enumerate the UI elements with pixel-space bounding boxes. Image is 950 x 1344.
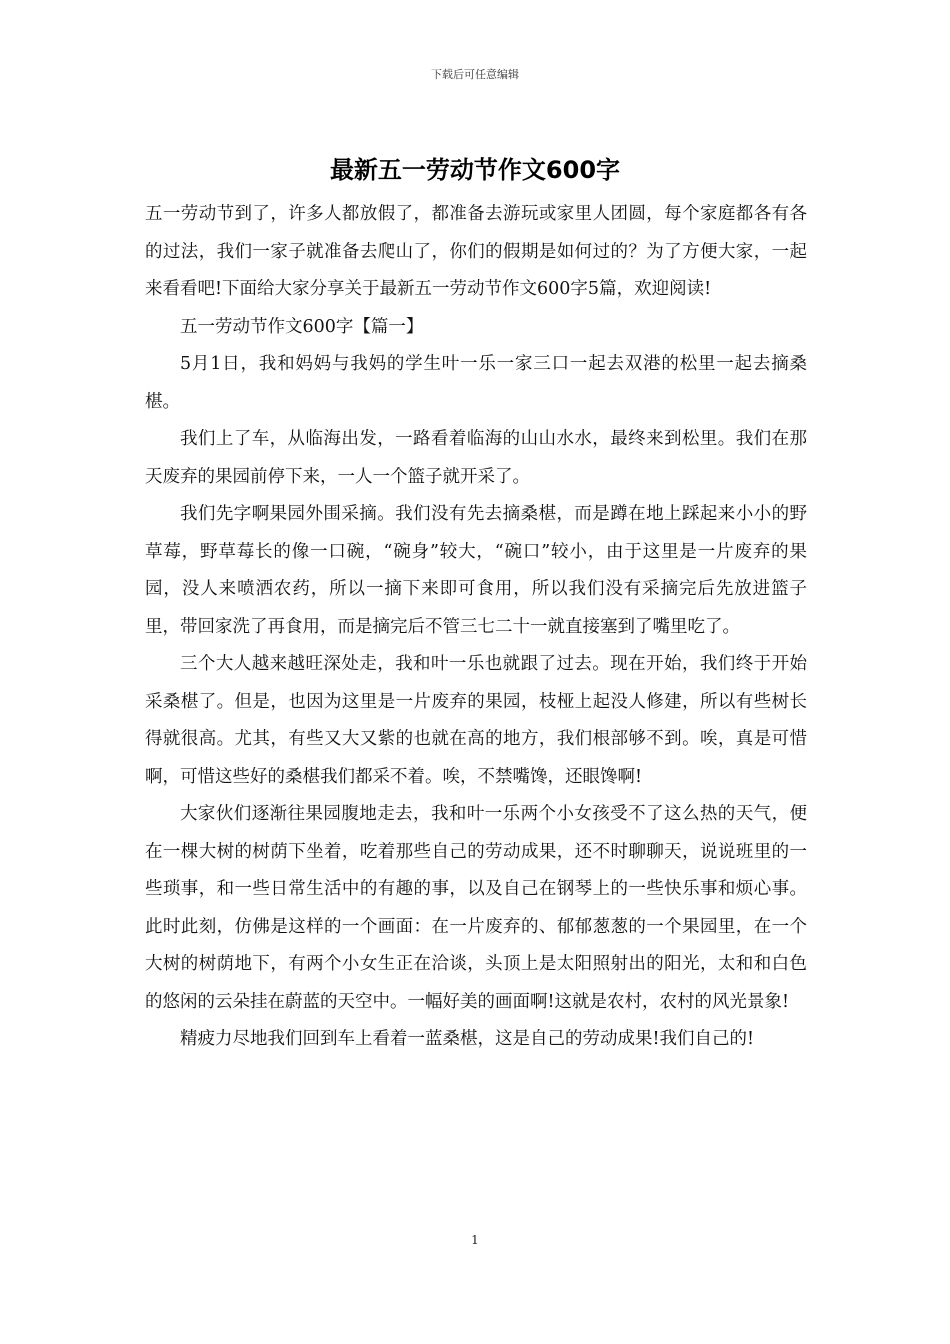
body-paragraph: 精疲力尽地我们回到车上看着一蓝桑椹，这是自己的劳动成果!我们自己的! [180,1029,755,1049]
body-paragraph: 三个大人越来越旺深处走，我和叶一乐也就跟了过去。现在开始，我们终于开始采桑椹了。但是，也因为这里是一片废弃的果园，枝桠上起没人修建，所以有些树长得就很高。尤其，有些又大又紫的也就在高的地方，我们根部够不到。唉，真是可惜啊，可惜这些好的桑椹我们都采不着。唉，不禁嘴馋，还眼馋啊! [145,654,807,787]
document-body [145,196,807,1059]
intro-paragraph: 五一劳动节到了，许多人都放假了，都准备去游玩或家里人团圆，每个家庭都各有各的过法，我们一家子就准备去爬山了，你们的假期是如何过的？为了方便大家，一起来看看吧!下面给大家分享关于最新五一劳动节作文600字5篇，欢迎阅读! [145,204,807,299]
section-heading: 五一劳动节作文600字【篇一】 [180,316,424,337]
body-paragraph: 我们上了车，从临海出发，一路看着临海的山山水水，最终来到松里。我们在那天废弃的果园前停下来，一人一个篮子就开采了。 [145,429,807,487]
body-paragraph: 5月1日，我和妈妈与我妈的学生叶一乐一家三口一起去双港的松里一起去摘桑椹。 [145,354,807,412]
page-number: 1 [471,1233,479,1247]
body-paragraph: 大家伙们逐渐往果园腹地走去，我和叶一乐两个小女孩受不了这么热的天气，便在一棵大树的树荫下坐着，吃着那些自己的劳动成果，还不时聊聊天，说说班里的一些琐事，和一些日常生活中的有趣的事，以及自己在钢琴上的一些快乐事和烦心事。此时此刻，仿佛是这样的一个画面：在一片废弃的、郁郁葱葱的一个果园里，在一个大树的树荫地下，有两个小女生正在洽谈，头顶上是太阳照射出的阳光，太和和白色的悠闲的云朵挂在蔚蓝的天空中。一幅好美的画面啊!这就是农村，农村的风光景象! [145,804,807,1012]
body-paragraph: 我们先字啊果园外围采摘。我们没有先去摘桑椹，而是蹲在地上踩起来小小的野草莓，野草莓长的像一口碗，“碗身”较大，“碗口”较小，由于这里是一片废弃的果园，没人来喷洒农药，所以一摘下来即可食用，所以我们没有采摘完后先放进篮子里，带回家洗了再食用，而是摘完后不管三七二十一就直接塞到了嘴里吃了。 [145,504,807,637]
header-note: 下载后可任意编辑 [431,68,519,81]
document-title: 最新五一劳动节作文600字 [329,156,621,184]
